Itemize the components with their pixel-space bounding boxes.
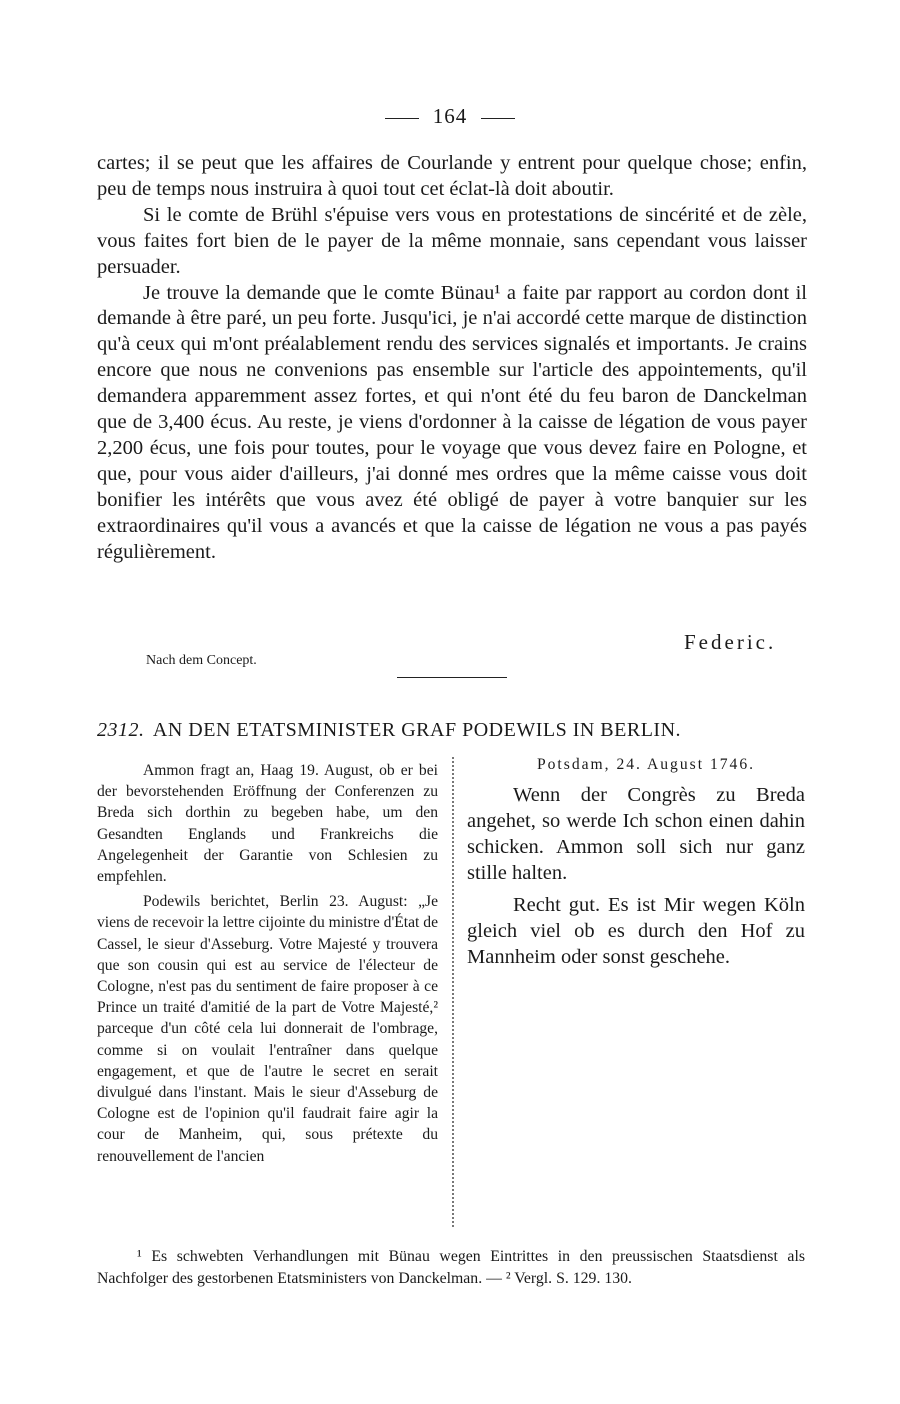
right-dash (481, 118, 515, 119)
page-number (0, 104, 900, 129)
footnotes (97, 1246, 805, 1289)
paragraph-1: cartes; il se peut que les affaires de Courlande y entrent pour quelque chose; enfin, peu de temps nous instruira à quoi tout cet éclat-là doit aboutir. (97, 152, 807, 200)
page-number-text: 164 (432, 104, 468, 128)
right-paragraph-2: Recht gut. Es ist Mir wegen Köln gleich viel ob es durch den Hof zu Mannheim oder sonst geschehe. (467, 894, 805, 968)
right-column (467, 756, 805, 970)
paragraph-2: Si le comte de Brühl s'épuise vers vous en protestations de sincérité et de zèle, vous faites fort bien de le payer de la même monnaie, sans cependant vous laisser persuader. (97, 203, 807, 278)
left-paragraph-1: Ammon fragt an, Haag 19. August, ob er bei der bevorstehenden Eröffnung der Conferenzen zu Breda sich dorthin zu begeben habe, um den Gesandten Englands und Frankreichs die Angelegenheit der Garantie von Schlesien zu empfehlen. (97, 762, 438, 886)
document-number: 2312. (97, 719, 145, 741)
document-heading (97, 719, 807, 742)
document-title: AN DEN ETATSMINISTER GRAF PODEWILS IN BERLIN. (152, 719, 682, 741)
left-paragraph-2: Podewils berichtet, Berlin 23. August: „Je viens de recevoir la lettre cijointe du ministre d'État de Cassel, le sieur d'Asseburg. Votre Majesté y trouvera que son cousin qui est au service de l'électeur de Cologne, n'est pas du sentiment de faire proposer à ce Prince un traité d'amitié de la part de Votre Majesté,² parceque d'un côté cela lui donnerait de l'ombrage, comme si on voulait l'entraîner dans quelque engagement, et que de l'autre le secret en serait divulgué dans l'instant. Mais le sieur d'Asseburg de Cologne est de l'opinion qu'il faudrait faire agir la cour de Manheim, qui, sous prétexte du renouvellement de l'ancien (97, 893, 438, 1165)
dateline: Potsdam, 24. August 1746. (536, 756, 756, 773)
left-column (97, 760, 438, 1167)
column-divider (452, 757, 454, 1227)
source-note: Nach dem Concept. (146, 653, 257, 668)
footnote-text: ¹ Es schwebten Verhandlungen mit Bünau wegen Eintrittes in den preussischen Staatsdienst als Nachfolger des gestorbenen Etatsministers von Danckelman. — ² Vergl. S. 129. 130. (97, 1248, 805, 1287)
left-dash (385, 118, 419, 119)
letter-body (97, 151, 807, 566)
signature: Federic. (684, 630, 777, 654)
right-paragraph-1: Wenn der Congrès zu Breda angehet, so werde Ich schon einen dahin schicken. Ammon soll sich nur ganz stille halten. (467, 784, 805, 884)
section-rule (397, 677, 507, 678)
paragraph-3: Je trouve la demande que le comte Bünau¹ a faite par rapport au cordon dont il demande à être paré, un peu forte. Jusqu'ici, je n'ai accordé cette marque de distinction qu'à ceux qui m'ont préalablement rendu des services signalés et importants. Je crains encore que nous ne convenions pas ensemble sur l'article des appointements, qu'il demandera apparemment assez fortes, et qui n'ont été du feu baron de Danckelman que de 3,400 écus. Au reste, je viens d'ordonner à la caisse de légation de vous payer 2,200 écus, une fois pour toutes, pour le voyage que vous devez faire en Pologne, et que, pour vous aider d'ailleurs, j'ai donné mes ordres que la même caisse vous doit bonifier les intérêts que vous avez été obligé de payer à votre banquier sur les extraordinaires qu'il vous a avancés et que la caisse de légation ne vous a pas payés régulièrement. (97, 281, 807, 563)
